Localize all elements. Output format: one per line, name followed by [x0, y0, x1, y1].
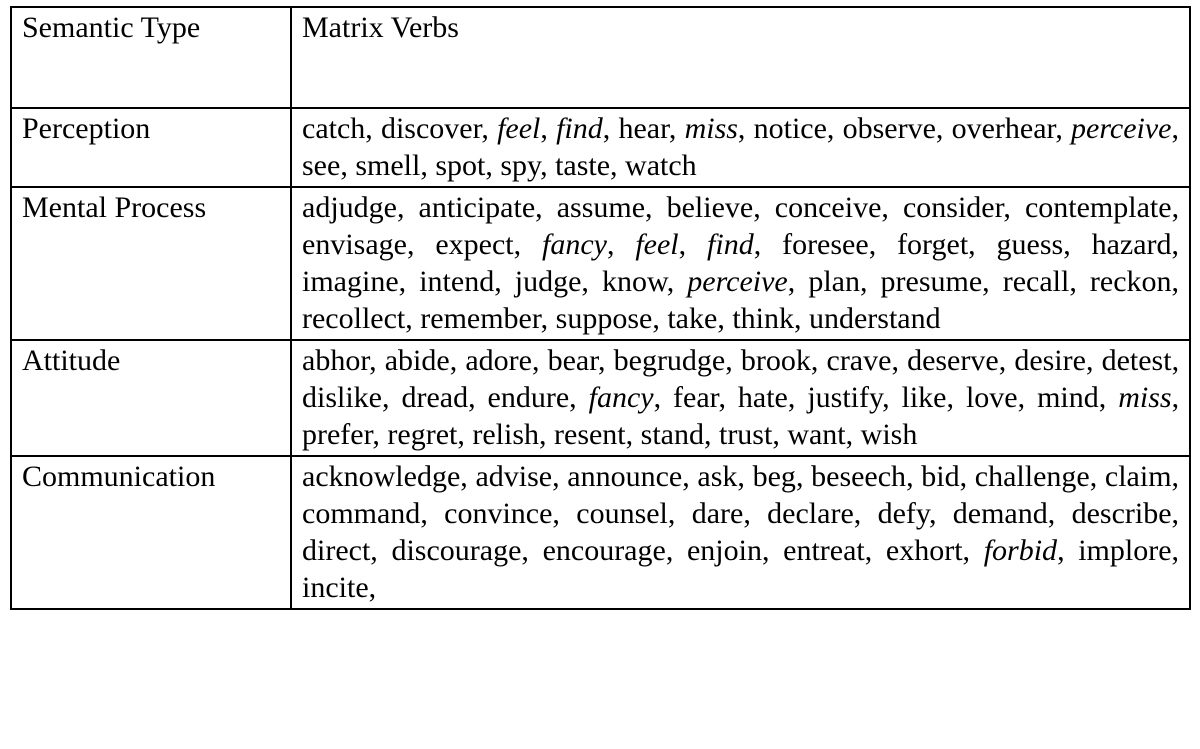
verb: discourage [391, 534, 522, 567]
verb: find [707, 228, 754, 261]
matrix-verbs-cell: abhor, abide, adore, bear, begrudge, brook, crave, deserve, desire, detest, dislike, dread, endure, fancy, fear, hate, justify, like, love, mind, miss, prefer, regret, relish, resent, stand, trust, want, wish [291, 340, 1190, 456]
verb: fancy [588, 381, 654, 414]
verb: regret [387, 418, 458, 451]
verb: overhear [951, 112, 1056, 145]
trailing-punctuation: , [368, 571, 377, 604]
verb: counsel [576, 497, 668, 530]
verb: perceive [1071, 112, 1172, 145]
verb: claim [1104, 460, 1172, 493]
verb: bid [921, 460, 960, 493]
verb: adore [465, 344, 532, 377]
verb: feel [635, 228, 679, 261]
verb: convince [444, 497, 553, 530]
verb: conceive [774, 191, 882, 224]
matrix-verbs-cell: acknowledge, advise, announce, ask, beg, beseech, bid, challenge, claim, command, convince, counsel, dare, declare, defy, demand, describe, direct, discourage, encourage, enjoin, entreat, exhort, forbid, implore, incite, [291, 456, 1190, 609]
verb: challenge [974, 460, 1090, 493]
verb: contemplate [1024, 191, 1172, 224]
verb: dread [401, 381, 469, 414]
verb: take [667, 302, 718, 335]
verb: entreat [783, 534, 865, 567]
verb: command [302, 497, 421, 530]
verb: deserve [907, 344, 999, 377]
verb: brook [740, 344, 811, 377]
matrix-verbs-cell: adjudge, anticipate, assume, believe, conceive, consider, contemplate, envisage, expect, fancy, feel, find, foresee, forget, guess, hazard, imagine, intend, judge, know, perceive, plan, presume, recall, reckon, recollect, remember, suppose, take, think, understand [291, 187, 1190, 340]
verb: hazard [1091, 228, 1172, 261]
verb: envisage [302, 228, 407, 261]
semantic-type-cell: Attitude [11, 340, 291, 456]
verb: discover [380, 112, 482, 145]
verb: recollect [302, 302, 406, 335]
verb: enjoin [686, 534, 762, 567]
verb: acknowledge [302, 460, 461, 493]
verb: recall [1002, 265, 1070, 298]
verb: desire [1014, 344, 1086, 377]
verb: anticipate [418, 191, 536, 224]
verb: crave [826, 344, 892, 377]
verb: judge [514, 265, 582, 298]
verb: prefer [302, 418, 373, 451]
verb: detest [1101, 344, 1172, 377]
verb: notice [753, 112, 827, 145]
verb: dislike [302, 381, 382, 414]
table-row [11, 187, 1190, 340]
verb: love [965, 381, 1018, 414]
verb: smell [355, 149, 421, 182]
verb: see [302, 149, 341, 182]
verb: plan [808, 265, 860, 298]
verb: like [901, 381, 947, 414]
verb: believe [666, 191, 754, 224]
verb: forbid [983, 534, 1058, 567]
verb: fancy [542, 228, 607, 261]
semantic-type-cell: Mental Process [11, 187, 291, 340]
verb: beseech [811, 460, 907, 493]
verb: foresee [782, 228, 869, 261]
verb: know [601, 265, 667, 298]
verb: forget [897, 228, 969, 261]
table-row [11, 108, 1190, 187]
table-row [11, 340, 1190, 456]
verb: understand [808, 302, 941, 335]
verb: trust [718, 418, 773, 451]
verb: exhort [885, 534, 963, 567]
verb: reckon [1089, 265, 1172, 298]
verb: direct [302, 534, 371, 567]
verb: endure [487, 381, 570, 414]
verb: remember [420, 302, 541, 335]
verb: find [556, 112, 603, 145]
verb: encourage [542, 534, 666, 567]
verb: incite [302, 571, 369, 604]
verb: think [732, 302, 794, 335]
verb: feel [497, 112, 541, 145]
verb: advise [475, 460, 553, 493]
verb: consider [902, 191, 1004, 224]
verb: assume [556, 191, 646, 224]
verb: observe [842, 112, 936, 145]
verb: hate [737, 381, 788, 414]
header-matrix-verbs: Matrix Verbs [291, 7, 1190, 108]
verb: defy [877, 497, 929, 530]
verb: announce [567, 460, 683, 493]
verb: want [787, 418, 846, 451]
verb: abide [384, 344, 450, 377]
verb: presume [880, 265, 983, 298]
verb: beg [752, 460, 796, 493]
verb: abhor [302, 344, 370, 377]
verb: demand [952, 497, 1048, 530]
verb: miss [1118, 381, 1172, 414]
verb: fear [673, 381, 719, 414]
matrix-verbs-cell: catch, discover, feel, find, hear, miss, notice, observe, overhear, perceive, see, smell, spot, spy, taste, watch [291, 108, 1190, 187]
verb: declare [767, 497, 854, 530]
verb: watch [625, 149, 697, 182]
verb: perceive [687, 265, 788, 298]
matrix-verbs-table [10, 6, 1191, 610]
verb: imagine [302, 265, 399, 298]
verb: miss [684, 112, 738, 145]
verb: implore [1078, 534, 1172, 567]
verb: justify [807, 381, 883, 414]
table-header-row [11, 7, 1190, 108]
verb: catch [302, 112, 366, 145]
table-row [11, 456, 1190, 609]
semantic-type-cell: Perception [11, 108, 291, 187]
semantic-type-cell: Communication [11, 456, 291, 609]
verb: bear [547, 344, 598, 377]
verb: suppose [555, 302, 653, 335]
verb: relish [472, 418, 540, 451]
verb: stand [640, 418, 704, 451]
verb: expect [435, 228, 514, 261]
verb: begrudge [613, 344, 726, 377]
verb: intend [419, 265, 495, 298]
verb: guess [996, 228, 1064, 261]
verb: spy [500, 149, 541, 182]
verb: ask [697, 460, 738, 493]
header-semantic-type: Semantic Type [11, 7, 291, 108]
verb: spot [435, 149, 486, 182]
verb: adjudge [302, 191, 397, 224]
verb: dare [691, 497, 744, 530]
verb: describe [1071, 497, 1172, 530]
verb: hear [618, 112, 669, 145]
verb: wish [860, 418, 918, 451]
verb: mind [1037, 381, 1099, 414]
verb: resent [554, 418, 626, 451]
verb: taste [555, 149, 611, 182]
